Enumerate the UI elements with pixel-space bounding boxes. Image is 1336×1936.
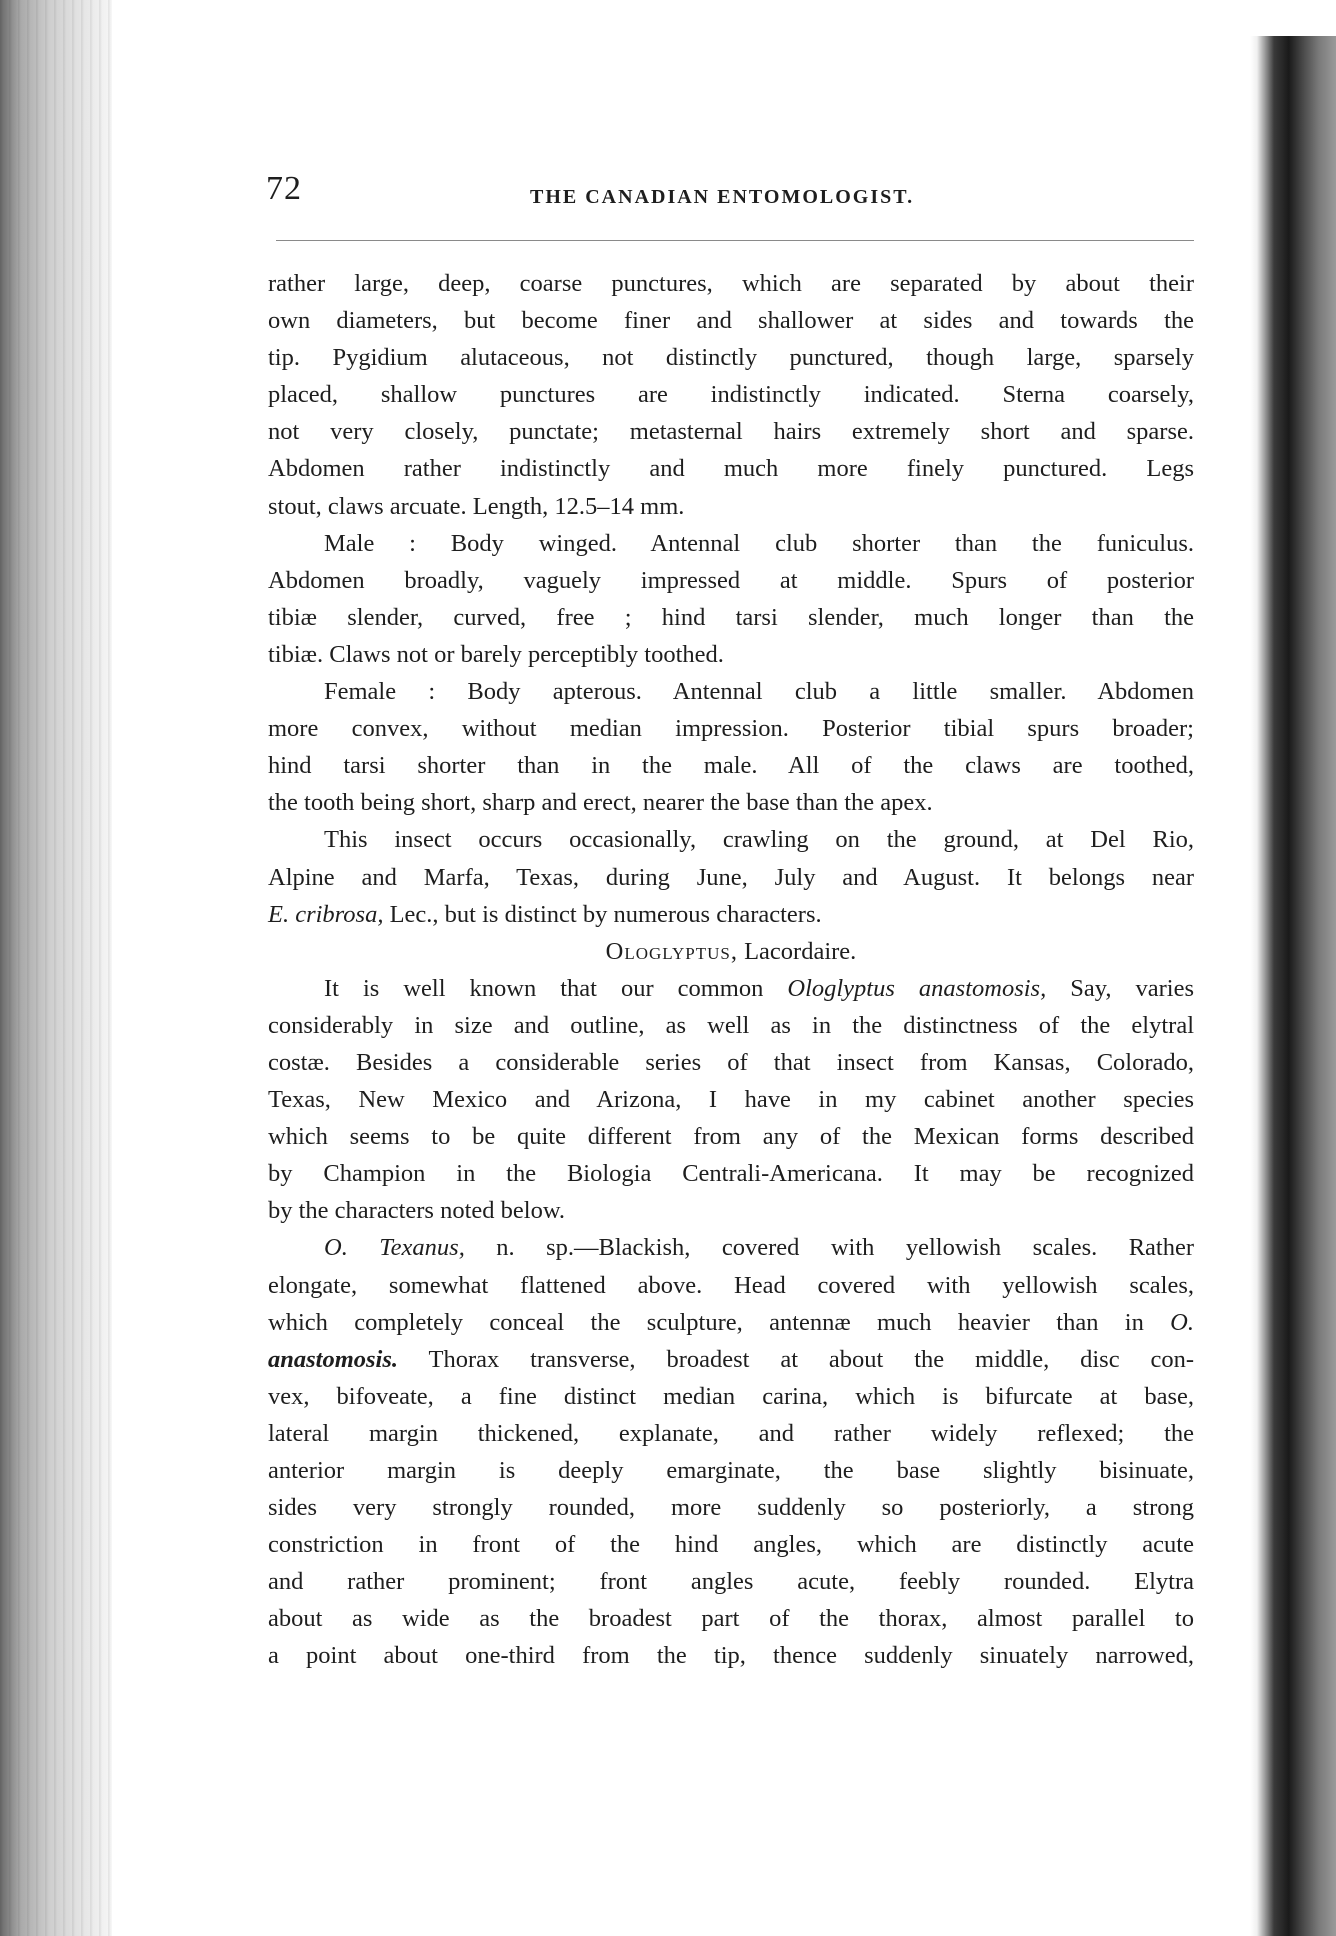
text-line: vex, bifoveate, a fine distinct median carina, which is bifurcate at base,	[268, 1382, 1194, 1410]
text-line: hind tarsi shorter than in the male. All of the claws are toothed,	[268, 752, 1194, 780]
text-line: more convex, without median impression. Posterior tibial spurs broader;	[268, 715, 1194, 743]
text-line: Texas, New Mexico and Arizona, I have in my cabinet another species	[268, 1086, 1194, 1114]
text-line: Abdomen rather indistinctly and much more finely punctured. Legs	[268, 455, 1194, 483]
text-line: considerably in size and outline, as well as in the distinctness of the elytral	[268, 1011, 1194, 1039]
text-run: n. sp.—Blackish, covered with yellowish scales. Rather	[464, 1234, 1195, 1262]
text-line	[268, 1341, 1194, 1378]
text-line: the tooth being short, sharp and erect, nearer the base than the apex.	[268, 789, 933, 817]
text-line: costæ. Besides a considerable series of that insect from Kansas, Colorado,	[268, 1048, 1194, 1076]
text-line: Female : Body apterous. Antennal club a little smaller. Abdomen	[324, 678, 1194, 706]
text-run: Say, varies	[1046, 974, 1194, 1002]
text-line: Male : Body winged. Antennal club shorter than the funiculus.	[324, 529, 1194, 557]
text-line: placed, shallow punctures are indistinctly indicated. Sterna coarsely,	[268, 381, 1194, 409]
species-name: anastomosis.	[268, 1345, 399, 1373]
text-run: It is well known that our common	[324, 974, 788, 1002]
text-line: tibiæ slender, curved, free ; hind tarsi slender, much longer than the	[268, 603, 1194, 631]
page-content	[258, 170, 1198, 1670]
paragraph	[268, 970, 1194, 1230]
text-line	[268, 896, 1194, 933]
genus-name: Ologlyptus,	[605, 937, 738, 965]
text-line: constriction in front of the hind angles, which are distinctly acute	[268, 1531, 1194, 1559]
text-run: which completely conceal the sculpture, antennæ much heavier than in	[268, 1308, 1171, 1336]
species-name: Ologlyptus anastomosis,	[787, 974, 1047, 1002]
text-line: by Champion in the Biologia Centrali-Americana. It may be recognized	[268, 1160, 1194, 1188]
text-line: rather large, deep, coarse punctures, which are separated by about their	[268, 270, 1194, 297]
text-line: by the characters noted below.	[268, 1197, 566, 1225]
text-line: tip. Pygidium alutaceous, not distinctly punctured, though large, sparsely	[268, 344, 1194, 372]
paragraph	[268, 673, 1194, 821]
text-line: lateral margin thickened, explanate, and rather widely reflexed; the	[268, 1419, 1194, 1447]
text-line: elongate, somewhat flattened above. Head covered with yellowish scales,	[268, 1271, 1194, 1299]
book-left-edge-texture	[0, 0, 112, 1936]
text-line: not very closely, punctate; metasternal hairs extremely short and sparse.	[268, 418, 1194, 446]
text-line: a point about one-third from the tip, thence suddenly sinuately narrowed,	[268, 1642, 1194, 1670]
header-rule	[276, 240, 1194, 241]
species-name: O.	[1170, 1308, 1194, 1336]
section-heading	[268, 933, 1194, 970]
text-line: about as wide as the broadest part of the thorax, almost parallel to	[268, 1605, 1194, 1633]
paragraph	[268, 525, 1194, 673]
text-line	[268, 970, 1194, 1007]
text-run: Thorax transverse, broadest at about the middle, disc con-	[398, 1345, 1194, 1373]
text-line: sides very strongly rounded, more suddenly so posteriorly, a strong	[268, 1494, 1194, 1522]
species-name: E. cribrosa,	[268, 900, 384, 928]
text-line	[268, 1229, 1194, 1266]
text-line: This insect occurs occasionally, crawling on the ground, at Del Rio,	[324, 826, 1194, 854]
species-name: O. Texanus,	[324, 1234, 465, 1262]
text-line: which seems to be quite different from any of the Mexican forms described	[268, 1123, 1194, 1151]
text-run: Lec., but is distinct by numerous characters.	[383, 900, 822, 928]
page-number: 72	[266, 170, 302, 207]
paragraph	[268, 821, 1194, 932]
text-line: stout, claws arcuate. Length, 12.5–14 mm.	[268, 492, 685, 520]
running-head: THE CANADIAN ENTOMOLOGIST.	[530, 186, 915, 208]
text-line	[268, 1304, 1194, 1341]
text-line: anterior margin is deeply emarginate, the base slightly bisinuate,	[268, 1457, 1194, 1484]
text-line: tibiæ. Claws not or barely perceptibly toothed.	[268, 640, 724, 668]
book-right-edge-top	[1250, 0, 1336, 36]
text-line: Alpine and Marfa, Texas, during June, July and August. It belongs near	[268, 863, 1194, 891]
text-line: and rather prominent; front angles acute, feebly rounded. Elytra	[268, 1568, 1194, 1596]
book-right-edge	[1250, 0, 1336, 1936]
paragraph	[268, 1229, 1194, 1674]
text-line: Abdomen broadly, vaguely impressed at middle. Spurs of posterior	[268, 566, 1194, 594]
text-line: own diameters, but become finer and shallower at sides and towards the	[268, 307, 1194, 335]
body-text	[268, 265, 1194, 1675]
heading-author: Lacordaire.	[737, 937, 857, 965]
paragraph	[268, 265, 1194, 525]
page-header	[258, 170, 1198, 228]
